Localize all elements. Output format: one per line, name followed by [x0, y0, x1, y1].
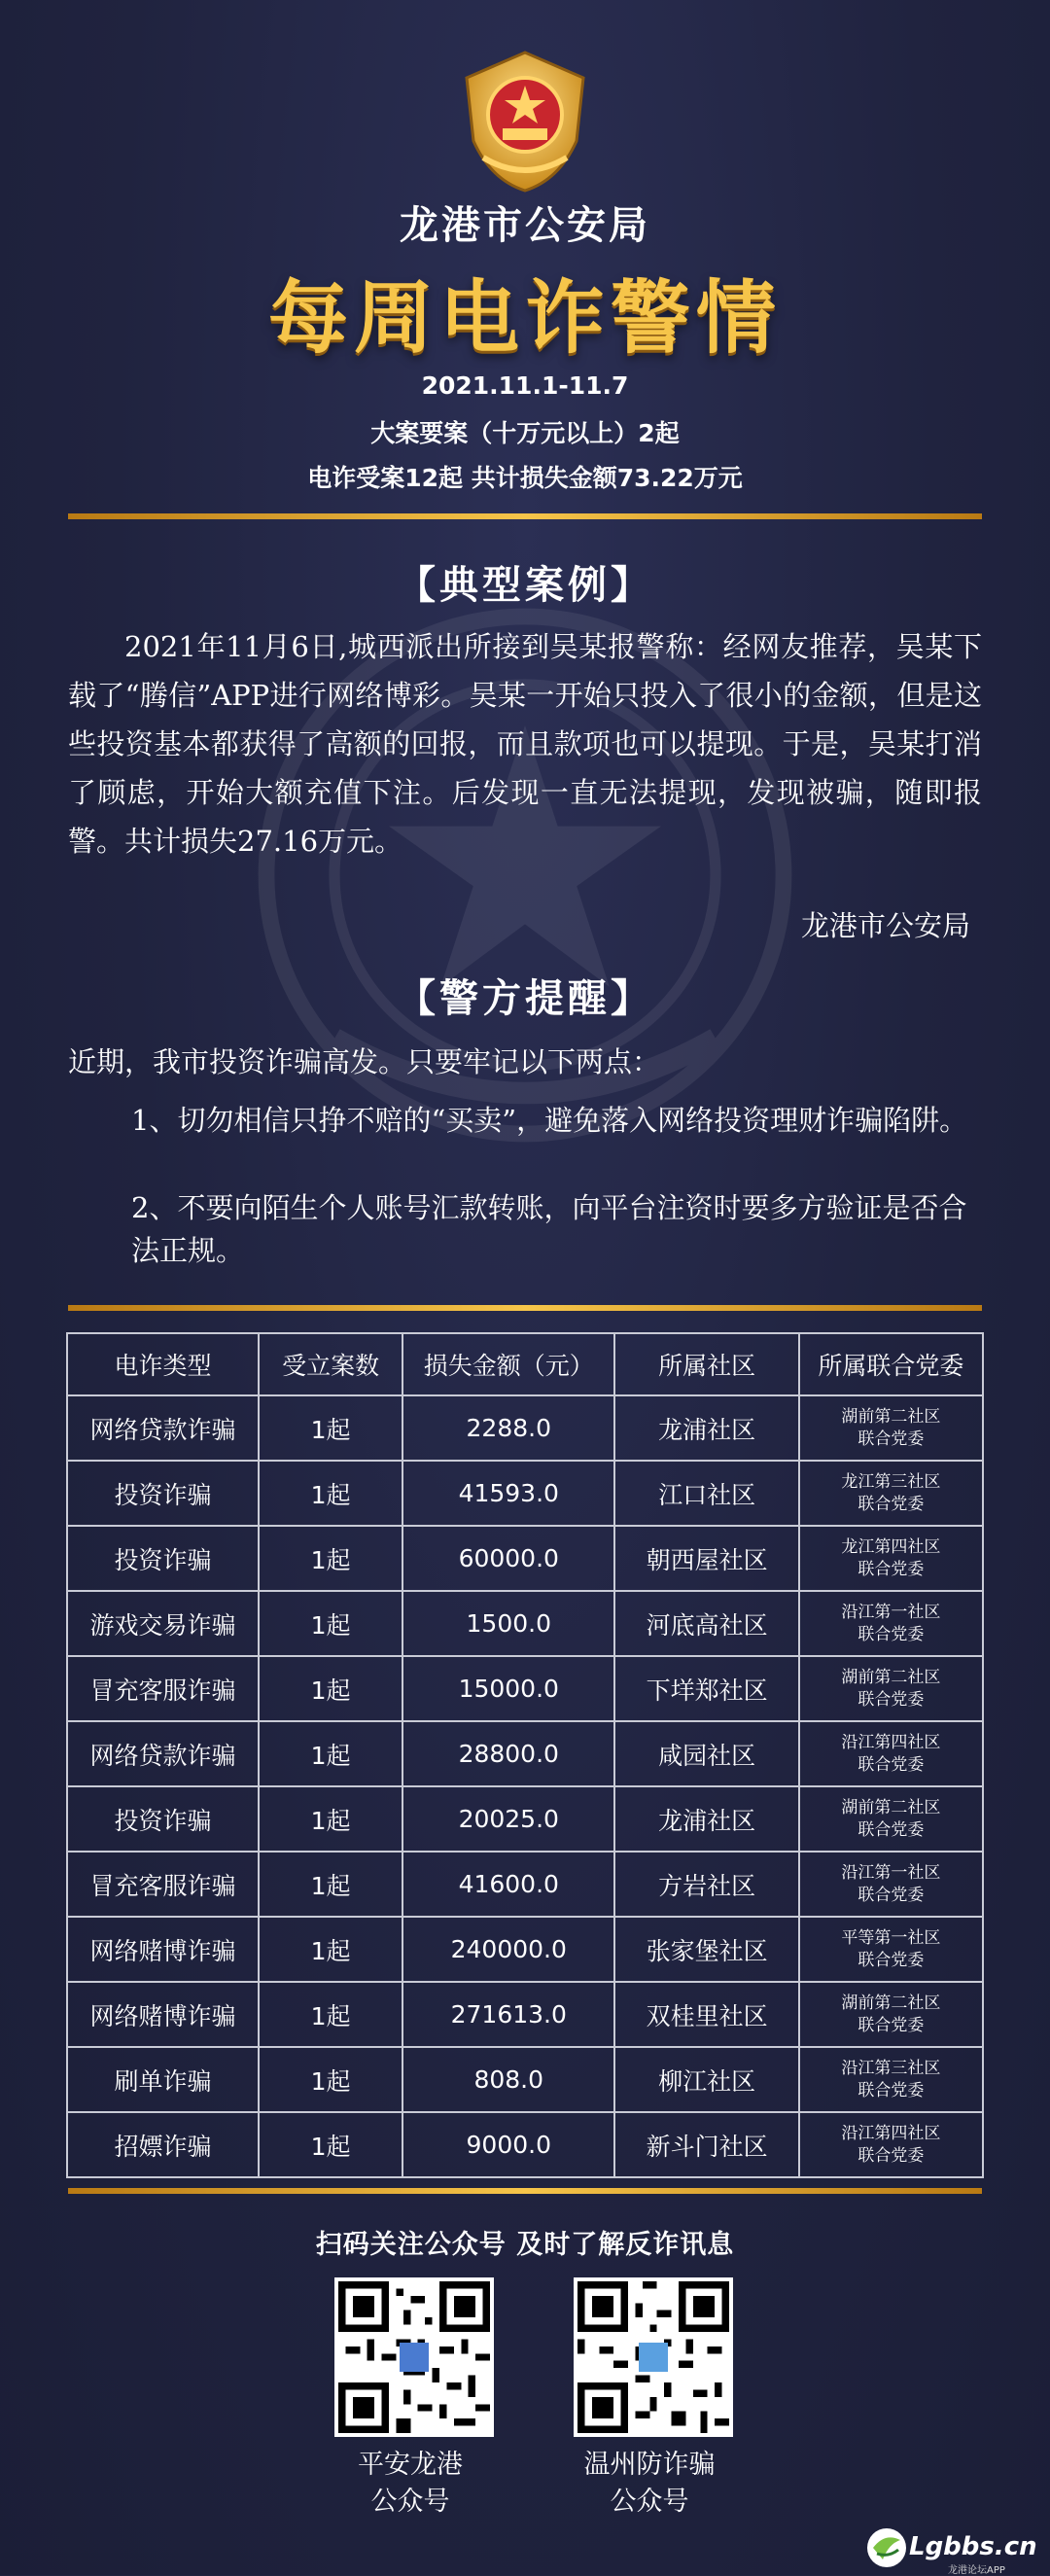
qr-code-wenzhou[interactable]: [574, 2277, 733, 2437]
table-cell: 投资诈骗: [67, 1786, 259, 1852]
table-cell: 刷单诈骗: [67, 2047, 259, 2112]
table-cell: 张家堡社区: [614, 1917, 798, 1982]
table-cell: 2288.0: [402, 1395, 614, 1461]
table-cell: 冒充客服诈骗: [67, 1656, 259, 1721]
table-row: [67, 1982, 983, 2047]
table-cell: 1起: [259, 1395, 402, 1461]
table-cell: 1500.0: [402, 1591, 614, 1656]
committee-line: 联合党委: [858, 1950, 925, 1970]
table-cell-committee: [799, 1917, 983, 1982]
table-cell: 柳江社区: [614, 2047, 798, 2112]
committee-line: 联合党委: [858, 1559, 925, 1579]
table-row: [67, 1852, 983, 1917]
table-header-row: [67, 1333, 983, 1395]
table-cell: 9000.0: [402, 2112, 614, 2177]
table-cell: 1起: [259, 2112, 402, 2177]
divider: [68, 2188, 982, 2194]
committee-line: 龙江第三社区: [841, 1471, 941, 1492]
table-cell: 1起: [259, 1656, 402, 1721]
table-cell: 招嫖诈骗: [67, 2112, 259, 2177]
summary-line: 电诈受案12起 共计损失金额73.22万元: [307, 464, 743, 492]
table-cell-committee: [799, 2047, 983, 2112]
table-row: [67, 1786, 983, 1852]
committee-line: 联合党委: [858, 1624, 925, 1644]
table-cell: 1起: [259, 1917, 402, 1982]
table-row: [67, 1395, 983, 1461]
table-cell: 808.0: [402, 2047, 614, 2112]
reminder-intro: 近期，我市投资诈骗高发。只要牢记以下两点：: [68, 1045, 661, 1078]
table-cell: 41593.0: [402, 1461, 614, 1526]
table-cell: 28800.0: [402, 1721, 614, 1786]
column-header: 所属联合党委: [799, 1333, 983, 1395]
case-signature: 龙港市公安局: [800, 909, 970, 942]
divider: [68, 1305, 982, 1311]
committee-line: 联合党委: [858, 2145, 925, 2166]
table-cell-committee: [799, 1852, 983, 1917]
table-row: [67, 1526, 983, 1591]
committee-line: 湖前第二社区: [841, 1667, 941, 1687]
table-cell: 网络赌博诈骗: [67, 1917, 259, 1982]
committee-line: 联合党委: [858, 1819, 925, 1840]
committee-line: 联合党委: [858, 2015, 925, 2035]
lgbbs-logo-text: Lgbbs.cn: [909, 2532, 1037, 2561]
reminder-item: 2、不要向陌生个人账号汇款转账，向平台注资时要多方验证是否合法正规。: [131, 1191, 967, 1267]
main-title: 每周电诈警情: [267, 272, 782, 365]
table-row: [67, 1461, 983, 1526]
table-row: [67, 2047, 983, 2112]
committee-line: 联合党委: [858, 1494, 925, 1514]
committee-line: 联合党委: [858, 1689, 925, 1710]
table-cell: 投资诈骗: [67, 1526, 259, 1591]
table-cell: 新斗门社区: [614, 2112, 798, 2177]
table-cell: 龙浦社区: [614, 1395, 798, 1461]
qr-code-pinganlonggang[interactable]: [334, 2277, 494, 2437]
table-row: [67, 1591, 983, 1656]
table-cell: 双桂里社区: [614, 1982, 798, 2047]
qr-label-line: 公众号: [370, 2487, 450, 2517]
reminder-item: 1、切勿相信只挣不赔的“买卖”，避免落入网络投资理财诈骗陷阱。: [131, 1104, 968, 1137]
table-cell: 271613.0: [402, 1982, 614, 2047]
table-cell: 240000.0: [402, 1917, 614, 1982]
committee-line: 沿江第一社区: [841, 1862, 941, 1883]
table-cell: 网络贷款诈骗: [67, 1721, 259, 1786]
qr-label-line: 公众号: [610, 2487, 689, 2517]
committee-line: 龙江第四社区: [841, 1536, 941, 1557]
table-cell: 1起: [259, 1852, 402, 1917]
table-cell: 江口社区: [614, 1461, 798, 1526]
table-cell: 41600.0: [402, 1852, 614, 1917]
table-cell-committee: [799, 1656, 983, 1721]
case-table: [66, 1332, 984, 2178]
table-cell: 方岩社区: [614, 1852, 798, 1917]
table-cell: 网络赌博诈骗: [67, 1982, 259, 2047]
table-cell: 1起: [259, 2047, 402, 2112]
table-cell: 下垟郑社区: [614, 1656, 798, 1721]
table-cell: 游戏交易诈骗: [67, 1591, 259, 1656]
committee-line: 湖前第二社区: [841, 1406, 941, 1427]
qr-label-left: [303, 2447, 517, 2521]
table-cell: 网络贷款诈骗: [67, 1395, 259, 1461]
qr-label-line: 温州防诈骗: [583, 2450, 716, 2480]
qr-label-line: 平安龙港: [358, 2450, 463, 2480]
column-header: 所属社区: [614, 1333, 798, 1395]
table-cell-committee: [799, 1526, 983, 1591]
committee-line: 联合党委: [858, 1754, 925, 1775]
table-cell-committee: [799, 1591, 983, 1656]
column-header: 受立案数: [259, 1333, 402, 1395]
typical-case-heading: 【典型案例】: [397, 563, 653, 608]
lgbbs-logo-subtitle: 龙港论坛APP: [948, 2565, 1005, 2576]
scan-prompt: 扫码关注公众号 及时了解反诈讯息: [315, 2230, 735, 2260]
table-cell-committee: [799, 1982, 983, 2047]
committee-line: 湖前第二社区: [841, 1993, 941, 2013]
typical-case-body: 2021年11月6日,城西派出所接到吴某报警称：经网友推荐，吴某下载了“腾信”APP进行网络博彩。吴某一开始只投入了很小的金额，但是这些投资基本都获得了高额的回报，而且款项也可以提现。于是，吴某打消了顾虑，开始大额充值下注。后发现一直无法提现，发现被骗，随即报警。共计损失27.16万元。: [68, 630, 982, 858]
committee-line: 湖前第二社区: [841, 1797, 941, 1817]
committee-line: 沿江第四社区: [841, 2123, 941, 2143]
table-cell-committee: [799, 1461, 983, 1526]
table-row: [67, 2112, 983, 2177]
committee-line: 沿江第四社区: [841, 1732, 941, 1752]
table-cell: 河底高社区: [614, 1591, 798, 1656]
table-cell: 15000.0: [402, 1656, 614, 1721]
table-cell: 朝西屋社区: [614, 1526, 798, 1591]
table-cell: 冒充客服诈骗: [67, 1852, 259, 1917]
police-emblem-icon: [452, 49, 598, 194]
table-cell: 1起: [259, 1786, 402, 1852]
divider: [68, 513, 982, 519]
qr-label-right: [542, 2447, 756, 2521]
table-cell: 1起: [259, 1461, 402, 1526]
table-row: [67, 1721, 983, 1786]
table-cell: 投资诈骗: [67, 1461, 259, 1526]
column-header: 损失金额（元）: [402, 1333, 614, 1395]
table-row: [67, 1656, 983, 1721]
committee-line: 联合党委: [858, 1429, 925, 1449]
committee-line: 沿江第三社区: [841, 2058, 941, 2078]
table-cell-committee: [799, 1395, 983, 1461]
table-cell-committee: [799, 1721, 983, 1786]
qr-code-icon: [338, 2281, 490, 2433]
table-cell: 60000.0: [402, 1526, 614, 1591]
table-cell-committee: [799, 2112, 983, 2177]
org-title: 龙港市公安局: [400, 203, 650, 248]
big-cases-line: 大案要案（十万元以上）2起: [370, 419, 680, 447]
committee-line: 联合党委: [858, 2080, 925, 2100]
table-cell: 龙浦社区: [614, 1786, 798, 1852]
committee-line: 沿江第一社区: [841, 1602, 941, 1622]
table-cell: 1起: [259, 1982, 402, 2047]
table-cell: 1起: [259, 1591, 402, 1656]
committee-line: 联合党委: [858, 1885, 925, 1905]
table-cell: 20025.0: [402, 1786, 614, 1852]
table-cell: 咸园社区: [614, 1721, 798, 1786]
table-cell-committee: [799, 1786, 983, 1852]
table-cell: 1起: [259, 1721, 402, 1786]
table-row: [67, 1917, 983, 1982]
column-header: 电诈类型: [67, 1333, 259, 1395]
qr-code-icon: [578, 2281, 729, 2433]
police-reminder-heading: 【警方提醒】: [397, 976, 653, 1021]
committee-line: 平等第一社区: [841, 1927, 941, 1948]
date-range: 2021.11.1-11.7: [421, 371, 629, 400]
table-cell: 1起: [259, 1526, 402, 1591]
